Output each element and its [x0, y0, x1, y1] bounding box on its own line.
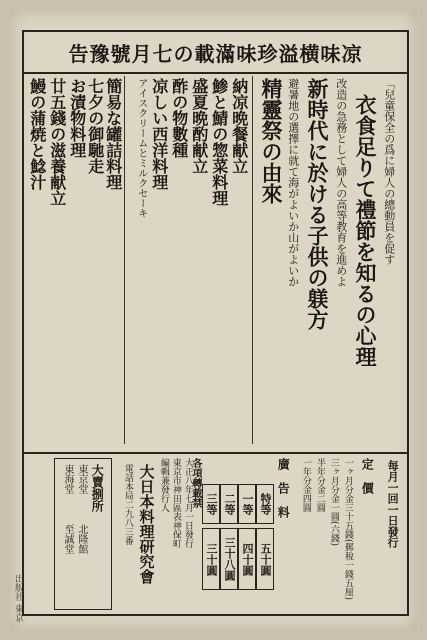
article-1-headline: 衣食足りて禮節を知るの心理: [353, 94, 379, 367]
article-6-headline: 盛夏晩酌献立: [189, 78, 209, 174]
article-9: [132, 78, 149, 450]
price-line-2: 三ヶ月分金一圓(六錢): [328, 458, 339, 547]
article-12: [68, 78, 85, 450]
margin-note: 出版社 東京: [13, 574, 23, 622]
price-line-3: 半年分金二圓: [314, 458, 325, 512]
colophon-section: [24, 452, 407, 616]
publisher-name: 大日本料理研究會: [137, 464, 156, 584]
article-11-headline: 七夕の御馳走: [85, 78, 105, 174]
article-14: [28, 78, 45, 450]
article-5: [210, 78, 227, 450]
article-5-headline: 鯵と鯖の惣菜料理: [209, 78, 229, 206]
article-10-headline: 簡易な罐詰料理: [103, 78, 123, 190]
article-6: [190, 78, 207, 450]
publisher-line-3: 編輯兼發行人: [158, 458, 169, 512]
ad-price-first: 四十圓: [238, 528, 256, 590]
seller-3: 東海堂: [62, 464, 73, 494]
article-1-kicker: 「兒童保全の爲に婦人の總動員を促す: [382, 78, 396, 265]
price-line-4: 一年分金四圓: [300, 458, 311, 512]
ad-price-second: 三十八圓: [220, 528, 238, 590]
article-10: [104, 78, 121, 450]
article-7-headline: 酢の物數種: [169, 78, 189, 158]
ad-cell-third: 三等: [202, 484, 220, 524]
ad-cell-first: 一等: [238, 484, 256, 524]
column-divider-1: [252, 76, 253, 444]
sellers-title: 大賣捌所: [90, 464, 105, 512]
article-1: [380, 78, 397, 450]
seller-1: 東京堂: [76, 464, 87, 494]
magazine-page: [10, 10, 417, 630]
article-13: [48, 78, 65, 450]
price-line-1: 一ヶ月分金三十五錢(郵稅一錢五厘): [342, 458, 353, 601]
article-12-headline: お漬物料理: [67, 78, 87, 158]
article-8: [150, 78, 167, 450]
ad-rate-title: 廣 告 料: [276, 458, 291, 518]
publisher-line-1: 大正八年七月一日發行: [182, 458, 193, 548]
seller-2: 北隆館: [76, 524, 87, 554]
article-2-headline-col: [305, 78, 331, 450]
seller-4: 至誠堂: [62, 524, 73, 554]
ad-cell-second: 二等: [220, 484, 238, 524]
article-14-headline: 鰻の蒲焼と鯰汁: [27, 78, 47, 190]
publisher-phone: 電話本局二九八三番: [122, 464, 133, 545]
publisher-line-2: 東京市神田區表神保町: [170, 458, 181, 548]
article-2-kicker: 改造の急務として婦人の高等教育を進めよ: [334, 78, 348, 287]
article-2-kicker-col: [332, 78, 349, 450]
article-8-headline: 凉しい西洋料理: [149, 78, 169, 190]
column-divider-2: [124, 76, 125, 444]
article-3-headline: 精靈祭の由來: [259, 78, 285, 204]
ad-price-special: 五十圓: [256, 528, 274, 590]
issue-title: 告豫號月七の載滿味珍溢横味凉: [24, 32, 407, 74]
articles-section: [24, 74, 407, 450]
article-3-headline-col: [259, 78, 285, 450]
article-1-headline-col: [353, 94, 379, 466]
ad-cell-special: 特等: [256, 484, 274, 524]
article-11: [86, 78, 103, 450]
article-4-headline: 納凉晩餐献立: [229, 78, 249, 174]
reprint-notice: 各項轉載禁: [190, 458, 201, 508]
page-frame: [22, 30, 409, 616]
article-7: [170, 78, 187, 450]
article-3-kicker: 避暑地の選擇に就て海がよいか山がよいか: [286, 78, 300, 287]
article-4: [230, 78, 247, 450]
issue-frequency: 每月一回一日發行: [386, 460, 400, 548]
ad-price-third: 三十圓: [202, 528, 220, 590]
article-3-kicker-col: [284, 78, 301, 450]
article-13-headline: 廿五錢の滋養献立: [47, 78, 67, 206]
article-2-headline: 新時代に於ける子供の躾方: [305, 78, 331, 330]
price-title: 定 價: [360, 458, 375, 494]
article-8-note: アイスクリームとミルクセーキ: [135, 78, 147, 218]
